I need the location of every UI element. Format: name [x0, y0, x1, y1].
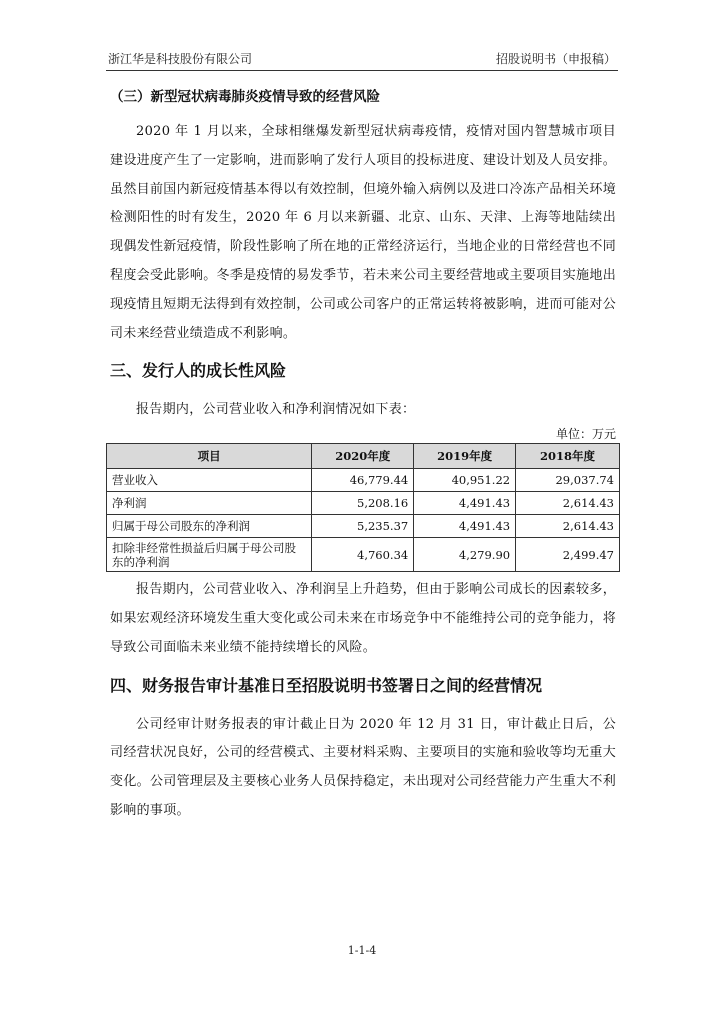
growth-risk-paragraph: 报告期内，公司营业收入、净利润呈上升趋势，但由于影响公司成长的因素较多，如果宏观经济环境发生重大变化或公司未来在市场竞争中不能维持公司的竞争能力，将导致公司面临未来业绩不能持续增长的风险。	[110, 582, 616, 655]
value-2020: 5,208.16	[312, 492, 414, 515]
value-2018: 29,037.74	[516, 469, 620, 492]
value-2019: 4,279.90	[414, 538, 516, 572]
row-label: 营业收入	[107, 469, 312, 492]
table-header-row	[107, 444, 620, 469]
value-2019: 4,491.43	[414, 515, 516, 538]
page-header	[106, 48, 618, 68]
table-unit-label: 单位：万元	[555, 427, 616, 442]
page-number: 1-1-4	[347, 944, 377, 957]
growth-table-intro: 报告期内，公司营业收入和净利润情况如下表：	[136, 402, 416, 418]
post-audit-heading: 四、财务报告审计基准日至招股说明书签署日之间的经营情况	[110, 675, 543, 695]
covid-risk-heading: （三）新型冠状病毒肺炎疫情导致的经营风险	[110, 89, 380, 105]
value-2018: 2,499.47	[516, 538, 620, 572]
value-2020: 5,235.37	[312, 515, 414, 538]
covid-risk-paragraph: 2020 年 1 月以来，全球相继爆发新型冠状病毒疫情，疫情对国内智慧城市项目建设进度产生了一定影响，进而影响了发行人项目的投标进度、建设计划及人员安排。虽然目前国内新冠疫情基本得以有效控制，但境外输入病例以及进口冷冻产品相关环境检测阳性的时有发生，2020 年 6 月以来新疆、北京、山东、天津、上海等地陆续出现偶发性新冠疫情，阶段性影响了所在地的正常经济运行，当地企业的日常经营也不同程度会受此影响。冬季是疫情的易发季节，若未来公司主要经营地或主要项目实施地出现疫情且短期无法得到有效控制，公司或公司客户的正常运转将被影响，进而可能对公司未来经营业绩造成不利影响。	[110, 124, 616, 341]
value-2020: 4,760.34	[312, 538, 414, 572]
page-body	[110, 86, 616, 826]
header-2019: 2019年度	[414, 444, 516, 469]
header-company-name: 浙江华是科技股份有限公司	[108, 52, 253, 66]
table-row	[107, 469, 620, 492]
table-row	[107, 538, 620, 572]
value-2019: 40,951.22	[414, 469, 516, 492]
financial-table	[106, 443, 620, 572]
header-2020: 2020年度	[312, 444, 414, 469]
value-2020: 46,779.44	[312, 469, 414, 492]
value-2018: 2,614.43	[516, 492, 620, 515]
header-item: 项目	[107, 444, 312, 469]
header-divider	[106, 70, 618, 71]
row-label: 净利润	[107, 492, 312, 515]
header-document-title: 招股说明书（申报稿）	[495, 52, 616, 66]
row-label: 扣除非经常性损益后归属于母公司股东的净利润	[107, 538, 312, 572]
growth-risk-heading: 三、发行人的成长性风险	[110, 361, 287, 381]
header-2018: 2018年度	[516, 444, 620, 469]
value-2019: 4,491.43	[414, 492, 516, 515]
table-row	[107, 492, 620, 515]
table-row	[107, 515, 620, 538]
post-audit-paragraph: 公司经审计财务报表的审计截止日为 2020 年 12 月 31 日，审计截止日后，公司经营状况良好，公司的经营模式、主要材料采购、主要项目的实施和验收等均无重大变化。公司管理层及主要核心业务人员保持稳定，未出现对公司经营能力产生重大不利影响的事项。	[110, 716, 616, 818]
value-2018: 2,614.43	[516, 515, 620, 538]
row-label: 归属于母公司股东的净利润	[107, 515, 312, 538]
